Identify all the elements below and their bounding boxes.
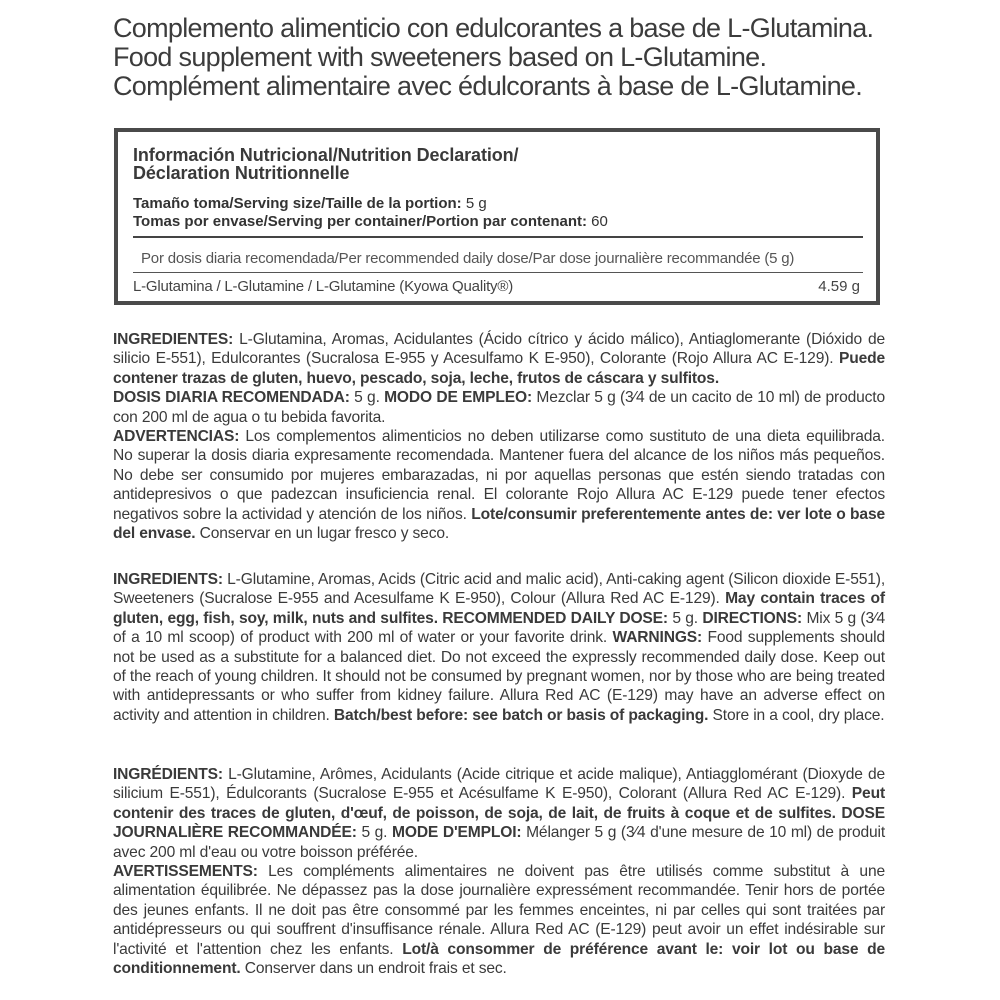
product-description <box>113 14 993 101</box>
ingredients-text: L-Glutamina, Aromas, Acidulantes (Ácido cítrico y ácido málico), Antiaglomerante (Dióxido de silicio E-551), Edulcorantes (Sucralosa E-955 y Acesulfamo K E-950), Colorante (Rojo Allura AC E-129). <box>113 331 885 368</box>
ingredient-value: 4.59 g <box>818 278 860 295</box>
servings-label: Tomas por envase/Serving per container/Portion par contenant: <box>133 213 587 230</box>
batch-label: Lote/consumir preferentemente antes de: ver lote o base del envase. <box>113 505 885 543</box>
directions-label: MODO DE EMPLEO: <box>384 389 533 407</box>
warnings-label: WARNINGS: <box>612 629 703 647</box>
nutrition-title-line2: Déclaration Nutritionnelle <box>133 163 350 183</box>
serving-size-row <box>133 195 487 212</box>
allergen-warning: Peut contenir des traces de gluten, d'œuf, de poisson, de soja, de lait, de fruits à coque et de sulfites. <box>113 785 885 822</box>
dose-label: RECOMMENDED DAILY DOSE: <box>442 609 668 627</box>
dose-text: 5 g. <box>356 824 392 842</box>
warnings-label: ADVERTENCIAS: <box>113 428 240 446</box>
english-section <box>113 570 885 725</box>
storage-text: Conservar en un lugar fresco y seco. <box>195 525 450 543</box>
warnings-text: Los complementos alimenticios no deben utilizarse como sustituto de una dieta equilibrada. No superar la dosis diaria expresamente recomendada. Mantener fuera del alcance de los niños más pequeños. No debe ser consumido por mujeres embarazadas, ni por aquellas personas que estén siendo tratadas con antidepresivos o que padezcan insuficiencia renal. El colorante Rojo Allura AC E-129 puede tener efectos negativos sobre la actividad y atención de los niños. <box>113 428 885 523</box>
nutrition-table <box>114 128 880 305</box>
dose-text: 5 g. <box>349 389 385 407</box>
ingredients-text: L-Glutamine, Aromas, Acids (Citric acid and malic acid), Anti-caking agent (Silicon dioxide E-551), Sweeteners (Sucralose E-955 and Acesulfame K E-950), Colour (Allura Red AC E-129). <box>113 571 885 608</box>
servings-row <box>133 213 608 230</box>
dose-label: DOSIS DIARIA RECOMENDADA: <box>113 389 350 407</box>
servings-value: 60 <box>591 213 608 230</box>
ingredient-label: L-Glutamina / L-Glutamine / L-Glutamine (Kyowa Quality®) <box>133 278 513 295</box>
nutrition-row-divider <box>133 272 863 273</box>
directions-label: DIRECTIONS: <box>702 609 803 627</box>
ingredients-text: L-Glutamine, Arômes, Acidulants (Acide citrique et acide malique), Antiagglomérant (Dioxyde de silicium E-551), Édulcorants (Sucralose E-955 et Acésulfame K E-950), Colorant (Allura Red AC E-129). <box>113 766 885 803</box>
directions-text: Mix 5 g (3⁄4 of a 10 ml scoop) of product with 200 ml of water or your favorite drink. <box>113 609 885 647</box>
directions-text: Mezclar 5 g (3⁄4 de un cacito de 10 ml) de producto con 200 ml de agua o tu bebida favorita. <box>113 389 885 426</box>
per-dose-header: Por dosis diaria recomendada/Per recommended daily dose/Par dose journalière recommandée (5 g) <box>141 250 795 267</box>
storage-text: Conserver dans un endroit frais et sec. <box>240 960 507 978</box>
allergen-warning: May contain traces of gluten, egg, fish, soy, milk, nuts and sulfites. <box>113 590 885 627</box>
warnings-text: Les compléments alimentaires ne doivent pas être utilisés comme substitut à une alimentation équilibrée. Ne dépassez pas la dose journalière expressément recommandée. Tenir hors de portée des jeunes enfants. Il ne doit pas être consommé par les femmes enceintes, ni par celles qui sont traitées par antidépresseurs ou qui souffrent d'insuffisance rénale. Allura Red AC (E-129) peut avoir un effet indésirable sur l'activité et l'attention chez les enfants. <box>113 863 885 958</box>
ingredients-label: INGREDIENTS: <box>113 571 223 588</box>
batch-label: Batch/best before: see batch or basis of packaging. <box>333 706 709 724</box>
nutrition-title-line1: Información Nutricional/Nutrition Declaration/ <box>133 145 519 165</box>
french-section <box>113 765 885 978</box>
warnings-text: Food supplements should not be used as a substitute for a balanced diet. Do not exceed the expressly recommended daily dose. Keep out of the reach of young children. It should not be consumed by pregnant women, nor by those who are being treated with antidepressants or who suffer from kidney failure. Allura Red AC (E-129) may have an adverse effect on activity and attention in children. <box>113 629 885 724</box>
dose-label: DOSE JOURNALIÈRE RECOMMANDÉE: <box>113 804 886 842</box>
description-french: Complément alimentaire avec édulcorants à base de L-Glutamine. <box>113 71 863 101</box>
serving-size-label: Tamaño toma/Serving size/Taille de la portion: <box>133 195 462 212</box>
description-english: Food supplement with sweeteners based on L-Glutamine. <box>113 42 767 72</box>
batch-label: Lot/à consommer de préférence avant le: voir lot ou base de conditionnement. <box>113 940 886 978</box>
ingredients-label: INGRÉDIENTS: <box>113 766 223 783</box>
description-spanish: Complemento alimenticio con edulcorantes a base de L-Glutamina. <box>113 13 874 43</box>
nutrition-title <box>133 146 518 182</box>
spanish-section <box>113 330 885 543</box>
serving-size-value: 5 g <box>465 195 487 212</box>
allergen-warning: Puede contener trazas de gluten, huevo, pescado, soja, leche, frutos de cáscara y sulfitos. <box>113 350 885 387</box>
directions-label: MODE D'EMPLOI: <box>392 824 522 842</box>
directions-text: Mélanger 5 g (3⁄4 d'une mesure de 10 ml) de produit avec 200 ml d'eau ou votre boisson préférée. <box>113 824 886 861</box>
warnings-label: AVERTISSEMENTS: <box>113 863 258 881</box>
dose-text: 5 g. <box>667 609 703 627</box>
ingredients-label: INGREDIENTES: <box>113 331 234 348</box>
storage-text: Store in a cool, dry place. <box>708 706 885 724</box>
nutrition-divider <box>133 236 863 238</box>
